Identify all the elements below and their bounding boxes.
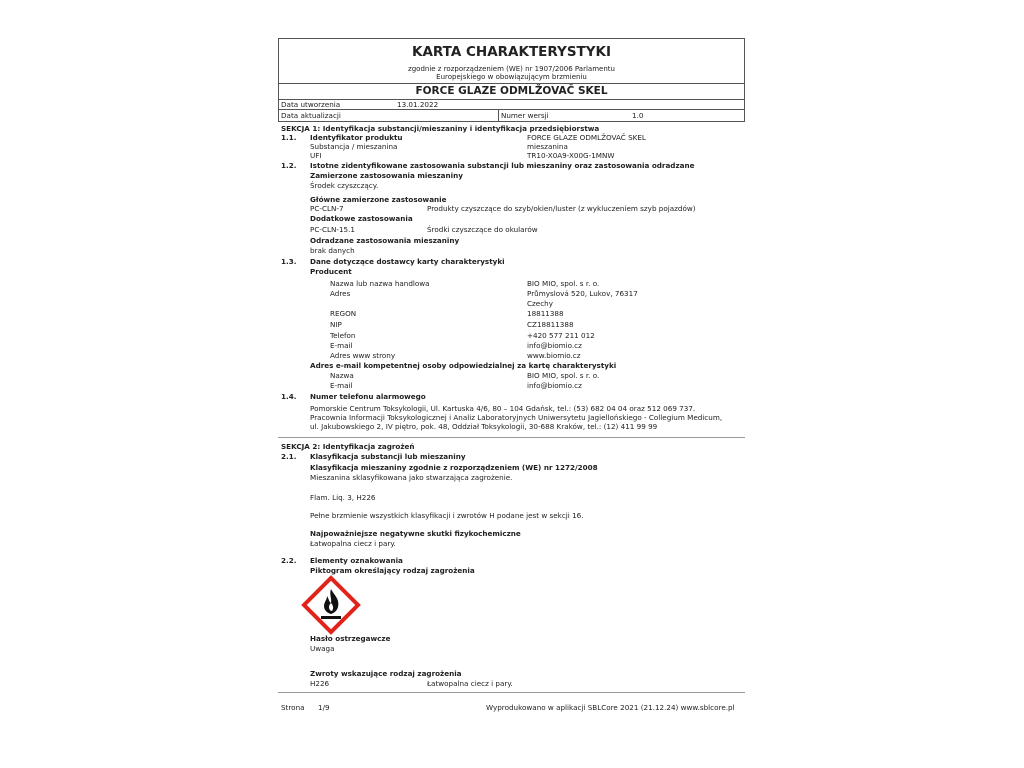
extra-use-code: PC-CLN-15.1 xyxy=(310,225,355,234)
section-divider xyxy=(278,437,745,438)
footer-divider xyxy=(278,692,745,693)
s21-classification: Flam. Liq. 3, H226 xyxy=(310,493,376,502)
document-title: KARTA CHARAKTERYSTYKI xyxy=(411,44,612,60)
s21-subtitle: Klasyfikacja mieszaniny zgodnie z rozporządzeniem (WE) nr 1272/2008 xyxy=(310,463,598,472)
discouraged-value: brak danych xyxy=(310,246,355,255)
s14-title: Numer telefonu alarmowego xyxy=(310,392,426,401)
competent-row-label: E-mail xyxy=(330,381,353,390)
main-use-code: PC-CLN-7 xyxy=(310,204,344,213)
s22-title: Elementy oznakowania xyxy=(310,556,403,565)
producer-row-value: Czechy xyxy=(527,299,553,308)
intended-value: Środek czyszczący. xyxy=(310,181,379,190)
extra-use-title: Dodatkowe zastosowania xyxy=(310,214,413,223)
created-value: 13.01.2022 xyxy=(397,100,439,109)
discouraged-title: Odradzane zastosowania mieszaniny xyxy=(310,236,460,245)
s12-number: 1.2. xyxy=(281,161,297,170)
producer-row-label: REGON xyxy=(330,309,357,318)
producer-row-value: info@biomio.cz xyxy=(527,341,582,350)
signal-word-title: Hasło ostrzegawcze xyxy=(310,634,391,643)
main-use-title: Główne zamierzone zastosowanie xyxy=(310,195,447,204)
producer-row-label: Adres www strony xyxy=(330,351,396,360)
hazard-code: H226 xyxy=(310,679,330,688)
adverse-value: Łatwopalna ciecz i pary. xyxy=(310,539,396,548)
producer-row-label: Nazwa lub nazwa handlowa xyxy=(330,279,430,288)
s11-title: Identyfikator produktu xyxy=(310,133,403,142)
main-use-value: Produkty czyszczące do szyb/okien/luster (z wykluczeniem szyb pojazdów) xyxy=(427,204,696,213)
producer-row-value: www.biomio.cz xyxy=(527,351,581,360)
emergency-line-3: ul. Jakubowskiego 2, IV piętro, pok. 48, Oddział Toksykologii, 30-688 Kraków, tel.: (12) 411 99 99 xyxy=(310,422,658,431)
intended-title: Zamierzone zastosowania mieszaniny xyxy=(310,171,463,180)
produced-by: Wyprodukowano w aplikacji SBLCore 2021 (21.12.24) www.sblcore.pl xyxy=(486,703,735,712)
regulation-line-1: zgodnie z rozporządzeniem (WE) nr 1907/2006 Parlamentu xyxy=(408,65,615,73)
producer-row-label: E-mail xyxy=(330,341,353,350)
divider xyxy=(498,109,499,122)
section-2-title: SEKCJA 2: Identyfikacja zagrożeń xyxy=(281,442,415,451)
s22-number: 2.2. xyxy=(281,556,297,565)
section-1-title: SEKCJA 1: Identyfikacja substancji/mieszaniny i identyfikacja przedsiębiorstwa xyxy=(281,124,600,133)
competent-title: Adres e-mail kompetentnej osoby odpowiedzialnej za kartę charakterystyki xyxy=(310,361,617,370)
s21-statement: Mieszanina sklasyfikowana jako stwarzająca zagrożenie. xyxy=(310,473,513,482)
hazard-value: Łatwopalna ciecz i pary. xyxy=(427,679,513,688)
s13-number: 1.3. xyxy=(281,257,297,266)
s21-number: 2.1. xyxy=(281,452,297,461)
regulation-line-2: Europejskiego w obowiązującym brzmieniu xyxy=(436,73,587,81)
competent-row-value: info@biomio.cz xyxy=(527,381,582,390)
producer-row-label: NIP xyxy=(330,320,342,329)
s12-title: Istotne zidentyfikowane zastosowania substancji lub mieszaniny oraz zastosowania odradzane xyxy=(310,161,695,170)
producer-row-value: +420 577 211 012 xyxy=(527,331,595,340)
divider xyxy=(278,99,745,100)
extra-use-value: Środki czyszczące do okularów xyxy=(427,225,538,234)
producer-row-label: Telefon xyxy=(330,331,356,340)
product-name: FORCE GLAZE ODMLŽOVAČ SKEL xyxy=(415,85,608,97)
updated-label: Data aktualizacji xyxy=(281,111,341,120)
page-number: 1/9 xyxy=(318,703,330,712)
s21-note: Pełne brzmienie wszystkich klasyfikacji i zwrotów H podane jest w sekcji 16. xyxy=(310,511,584,520)
emergency-line-2: Pracownia Informacji Toksykologicznej i Analiz Laboratoryjnych Uniwersytetu Jagiellońskiego - Collegium Medicum, xyxy=(310,413,723,422)
competent-row-label: Nazwa xyxy=(330,371,354,380)
producer-title: Producent xyxy=(310,267,352,276)
emergency-line-1: Pomorskie Centrum Toksykologii, Ul. Kartuska 4/6, 80 – 104 Gdańsk, tel.: (53) 682 04 04 oraz 512 069 737. xyxy=(310,404,696,413)
pictogram-title: Piktogram określający rodzaj zagrożenia xyxy=(310,566,475,575)
substance-value: mieszanina xyxy=(527,142,568,151)
version-label: Numer wersji xyxy=(501,111,549,120)
version-value: 1.0 xyxy=(632,111,644,120)
producer-row-label: Adres xyxy=(330,289,351,298)
s14-number: 1.4. xyxy=(281,392,297,401)
adverse-title: Najpoważniejsze negatywne skutki fizykochemiczne xyxy=(310,529,521,538)
producer-row-value: CZ18811388 xyxy=(527,320,574,329)
ufi-value: TR10-X0A9-X00G-1MNW xyxy=(527,151,615,160)
divider xyxy=(278,83,745,84)
competent-row-value: BIO MIO, spol. s r. o. xyxy=(527,371,600,380)
substance-label: Substancja / mieszanina xyxy=(310,142,398,151)
ufi-label: UFI xyxy=(310,151,322,160)
divider xyxy=(278,109,745,110)
created-label: Data utworzenia xyxy=(281,100,341,109)
s11-trade-name: FORCE GLAZE ODMLŽOVAČ SKEL xyxy=(527,133,646,142)
s13-title: Dane dotyczące dostawcy karty charakterystyki xyxy=(310,257,505,266)
flame-pictogram-icon xyxy=(301,575,361,635)
s11-number: 1.1. xyxy=(281,133,297,142)
producer-row-value: BIO MIO, spol. s r. o. xyxy=(527,279,600,288)
s21-title: Klasyfikacja substancji lub mieszaniny xyxy=(310,452,466,461)
hazard-statements-title: Zwroty wskazujące rodzaj zagrożenia xyxy=(310,669,462,678)
signal-word-value: Uwaga xyxy=(310,644,335,653)
page-label: Strona xyxy=(281,703,305,712)
producer-row-value: 18811388 xyxy=(527,309,564,318)
producer-row-value: Průmyslová 520, Lukov, 76317 xyxy=(527,289,638,298)
